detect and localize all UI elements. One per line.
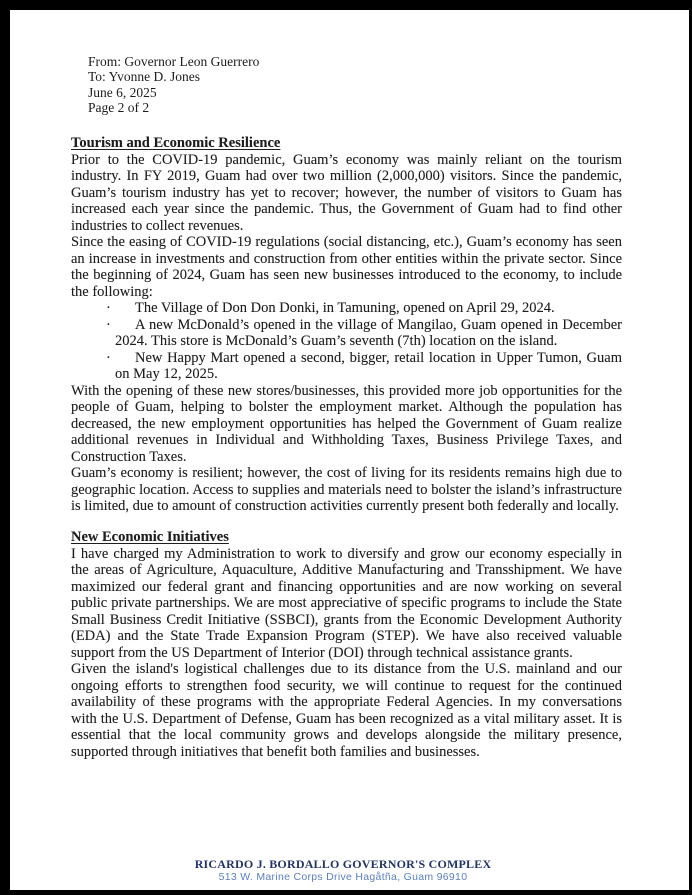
paragraph-initiatives-2: Given the island's logistical challenges due to its distance from the U.S. mainland and our ongoing efforts to strengthen food security, we will continue to request for the continued availability of these programs with the appropriate Federal Agencies. In my conversations with the U.S. Department of Defense, Guam has been recognized as a vital military asset. It is essential that the local community grows and develops alongside the military presence, supported through initiatives that benefit both families and businesses. xyxy=(71,661,622,760)
paragraph-tourism-1: Prior to the COVID-19 pandemic, Guam’s economy was mainly reliant on the tourism industry. In FY 2019, Guam had over two million (2,000,000) visitors. Since the pandemic, Guam’s tourism industry has yet to recover; however, the number of visitors to Guam has increased each year since the pandemic. Thus, the Government of Guam had to find other industries to collect revenues. xyxy=(71,151,622,234)
header-page-number: Page 2 of 2 xyxy=(88,100,150,116)
bullet-marker: · xyxy=(106,316,111,333)
paragraph-tourism-4: Guam’s economy is resilient; however, the cost of living for its residents remains high due to geographic location. Access to supplies and materials need to bolster the island’s infrastructure is limited, due to amount of construction activities currently present both federally and locally. xyxy=(71,465,622,515)
bullet-list-new-businesses xyxy=(71,300,622,383)
footer-address: 513 W. Marine Corps Drive Hagåtña, Guam 96910 xyxy=(218,871,468,883)
section-heading-new-economic-initiatives: New Economic Initiatives xyxy=(71,528,229,545)
section-heading-tourism-and-economic-resilience: Tourism and Economic Resilience xyxy=(71,134,281,151)
footer-complex-name: RICARDO J. BORDALLO GOVERNOR'S COMPLEX xyxy=(194,857,492,871)
bullet-text: The Village of Don Don Donki, in Tamuning, opened on April 29, 2024. xyxy=(135,300,555,317)
bullet-item-don-don-donki xyxy=(106,300,622,317)
header-to-line: To: Yvonne D. Jones xyxy=(88,69,200,85)
bullet-text: New Happy Mart opened a second, bigger, retail location in Upper Tumon, Guam on May 12, 2025. xyxy=(115,349,622,383)
paragraph-tourism-2: Since the easing of COVID-19 regulations (social distancing, etc.), Guam’s economy has seen an increase in investments and construction from other entities within the private sector. Since the beginning of 2024, Guam has seen new businesses introduced to the economy, to include the following: xyxy=(71,234,622,300)
bullet-text: A new McDonald’s opened in the village of Mangilao, Guam opened in December 2024. This store is McDonald’s Guam’s seventh (7th) location on the island. xyxy=(115,316,622,350)
paragraph-tourism-3: With the opening of these new stores/businesses, this provided more job opportunities for the people of Guam, helping to bolster the employment market. Although the population has decreased, the new employment opportunities has helped the Government of Guam realize additional revenues in Individual and Withholding Taxes, Business Privilege Taxes, and Construction Taxes. xyxy=(71,382,622,465)
header-date-line: June 6, 2025 xyxy=(88,84,157,100)
bullet-marker: · xyxy=(106,300,111,317)
bullet-marker: · xyxy=(106,349,111,366)
bullet-item-mcdonalds xyxy=(106,316,622,350)
letter-header xyxy=(88,54,689,116)
paragraph-initiatives-1: I have charged my Administration to work to diversify and grow our economy especially in the areas of Agriculture, Aquaculture, Additive Manufacturing and Transshipment. We have maximized our federal grant and financing opportunities and are now working on several public private partnerships. We are most appreciative of specific programs to include the State Small Business Credit Initiative (SSBCI), grants from the Economic Development Authority (EDA) and the State Trade Expansion Program (STEP). We have also received valuable support from the US Department of Interior (DOI) through technical assistance grants. xyxy=(71,545,622,661)
letterhead-footer xyxy=(10,857,676,884)
header-from-line: From: Governor Leon Guerrero xyxy=(88,54,260,69)
letter-page xyxy=(10,10,689,890)
letter-body xyxy=(71,135,622,761)
bullet-item-happy-mart xyxy=(106,349,622,383)
